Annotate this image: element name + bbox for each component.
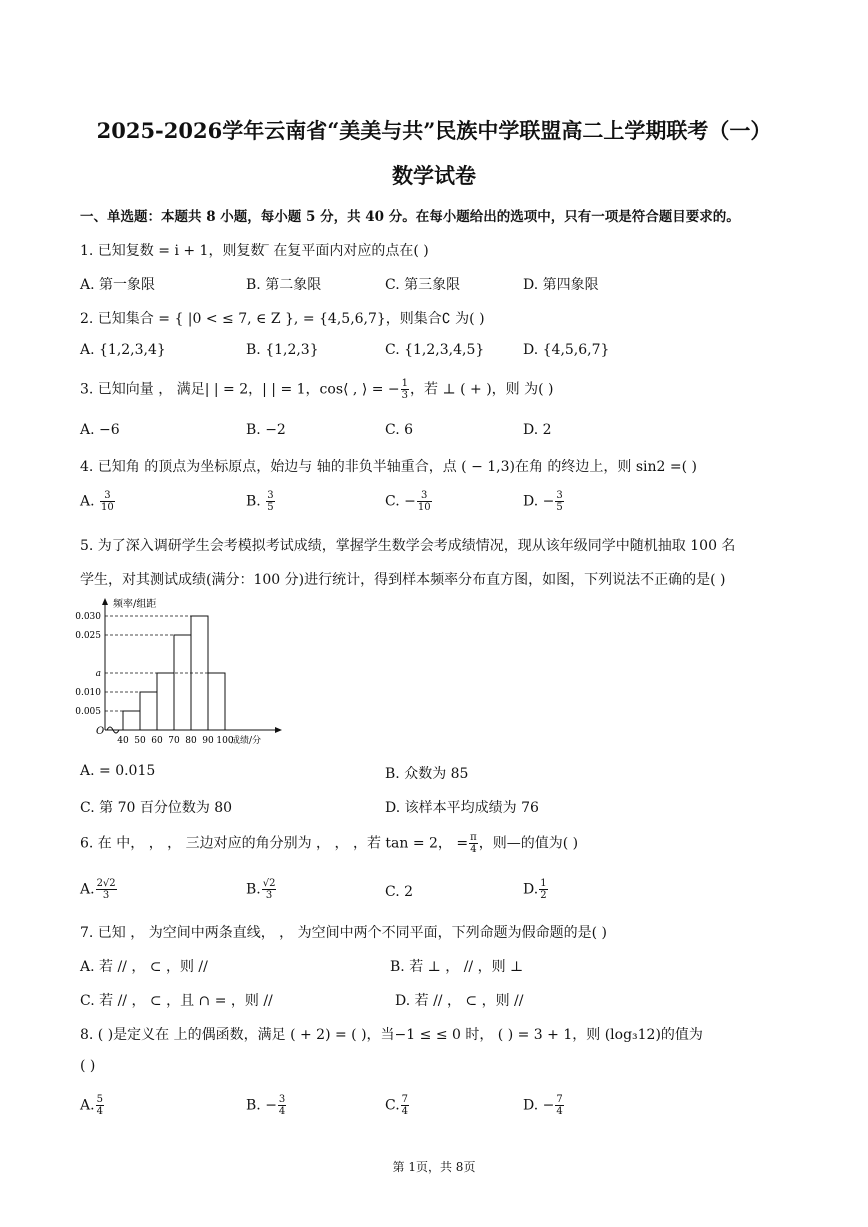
- q6-option-a: A. $\frac{2√2}{3}$: [80, 878, 116, 901]
- q8-stem-line2: ( ): [80, 1058, 96, 1074]
- y-tick-label: 0.005: [75, 707, 101, 717]
- q7-stem: 7. 已知 ， 为空间中两条直线， ， 为空间中两个不同平面，下列命题为假命题的是( ): [80, 925, 607, 941]
- q8-option-a: A. $\frac{5}{4}$: [80, 1094, 103, 1117]
- q8-option-c: C. $\frac{7}{4}$: [385, 1094, 409, 1117]
- exam-subtitle: 数学试卷: [392, 163, 476, 188]
- x-tick-label: 60: [151, 736, 163, 746]
- q4-option-d: D. − $\frac{3}{5}$: [523, 490, 563, 513]
- x-tick-label: 90: [202, 736, 214, 746]
- q5-option-d: D. 该样本平均成绩为 76: [385, 800, 539, 816]
- q3-stem: 3. 已知向量 ， 满足| | = 2，| | = 1，cos⟨ , ⟩ = − $\frac{1}{3}$ ，若 ⊥ ( + )，则 为( ): [80, 378, 554, 401]
- q2-option-b: B. {1,2,3}: [246, 342, 319, 358]
- q3-option-b: B. −2: [246, 422, 286, 438]
- histogram-bar: [140, 692, 157, 730]
- q3-fraction: $\frac{1}{3}$: [401, 378, 409, 401]
- q6-stem: 6. 在 中， ， ， 三边对应的角分别为 ， ， ，若 tan = 2， = $\frac{\pi}{4}$ ，则—的值为( ): [80, 832, 579, 855]
- q1-option-b: B. 第二象限: [246, 277, 322, 293]
- page-footer: 第 1页，共 8页: [392, 1160, 476, 1174]
- q6-option-d: D. $\frac{1}{2}$: [523, 878, 547, 901]
- x-tick-label: 80: [185, 736, 197, 746]
- q7-option-b: B. 若 ⊥ ， // ，则 ⊥: [390, 959, 524, 975]
- histogram-bar: [174, 635, 191, 730]
- q1-stem: 1. 已知复数 = i + 1，则复数 ̅ 在复平面内对应的点在( ): [80, 243, 429, 259]
- q2-option-c: C. {1,2,3,4,5}: [385, 342, 485, 358]
- q5-option-b: B. 众数为 85: [385, 766, 469, 782]
- q4-option-c: C. − $\frac{3}{10}$: [385, 490, 431, 513]
- q5-stem-line1: 5. 为了深入调研学生会考模拟考试成绩，掌握学生数学会考成绩情况，现从该年级同学中随机抽取 100 名: [80, 538, 736, 554]
- y-tick-label: a: [95, 669, 101, 679]
- q3-option-a: A. −6: [80, 422, 120, 438]
- q1-option-d: D. 第四象限: [523, 277, 599, 293]
- q8-stem: 8. ( )是定义在 上的偶函数，满足 ( + 2) = ( )，当−1 ≤ ≤ 0 时， ( ) = 3 + 1，则 (log₃12)的值为: [80, 1027, 703, 1043]
- q1-option-a: A. 第一象限: [80, 277, 156, 293]
- section-heading: 一、单选题：本题共 8 小题，每小题 5 分，共 40 分。在每小题给出的选项中，只有一项是符合题目要求的。: [80, 209, 740, 225]
- x-axis-label: 成绩/分: [231, 736, 262, 746]
- q4-option-b: B. $\frac{3}{5}$: [246, 490, 274, 513]
- y-tick-label: 0.010: [75, 688, 101, 698]
- y-axis-arrow: [102, 598, 108, 605]
- q3-option-c: C. 6: [385, 422, 414, 438]
- q3-option-d: D. 2: [523, 422, 552, 438]
- histogram-chart: [75, 595, 290, 750]
- histogram-bar: [157, 673, 174, 730]
- origin-label: O: [96, 726, 105, 737]
- q7-option-a: A. 若 // ， ⊂ ，则 //: [80, 959, 208, 975]
- q5-option-c: C. 第 70 百分位数为 80: [80, 800, 233, 816]
- x-tick-label: 70: [168, 736, 180, 746]
- q2-option-d: D. {4,5,6,7}: [523, 342, 610, 358]
- q5-option-a: A. = 0.015: [80, 763, 156, 779]
- q8-option-d: D. − $\frac{7}{4}$: [523, 1094, 563, 1117]
- x-tick-label: 50: [134, 736, 146, 746]
- q2-option-a: A. {1,2,3,4}: [80, 342, 166, 358]
- q4-option-a: A. $\frac{3}{10}$: [80, 490, 114, 513]
- q6-option-b: B. $\frac{√2}{3}$: [246, 878, 276, 901]
- q1-option-c: C. 第三象限: [385, 277, 461, 293]
- q2-stem: 2. 已知集合 = { |0 < ≤ 7, ∈ Z }, = {4,5,6,7}，则集合∁ 为( ): [80, 311, 485, 327]
- histogram-bar: [208, 673, 225, 730]
- y-tick-label: 0.030: [75, 612, 101, 622]
- x-axis-arrow: [275, 727, 282, 733]
- histogram-bar: [123, 711, 140, 730]
- q5-stem-line2: 学生，对其测试成绩(满分：100 分)进行统计，得到样本频率分布直方图，如图，下列说法不正确的是( ): [80, 572, 726, 588]
- q6-option-c: C. 2: [385, 884, 414, 900]
- y-tick-label: 0.025: [75, 631, 101, 641]
- x-tick-label: 40: [117, 736, 129, 746]
- q7-option-c: C. 若 // ， ⊂ ，且 ∩ = ，则 //: [80, 993, 273, 1009]
- q8-option-b: B. − $\frac{3}{4}$: [246, 1094, 286, 1117]
- q7-option-d: D. 若 // ， ⊂ ，则 //: [395, 993, 524, 1009]
- y-axis-label: 频率/组距: [113, 599, 157, 610]
- q4-stem: 4. 已知角 的顶点为坐标原点，始边与 轴的非负半轴重合，点 ( − 1,3)在角 的终边上，则 sin2 =( ): [80, 459, 698, 475]
- exam-title: 2025-2026学年云南省“美美与共”民族中学联盟高二上学期联考（一）: [96, 118, 772, 143]
- x-tick-label: 100: [216, 736, 234, 746]
